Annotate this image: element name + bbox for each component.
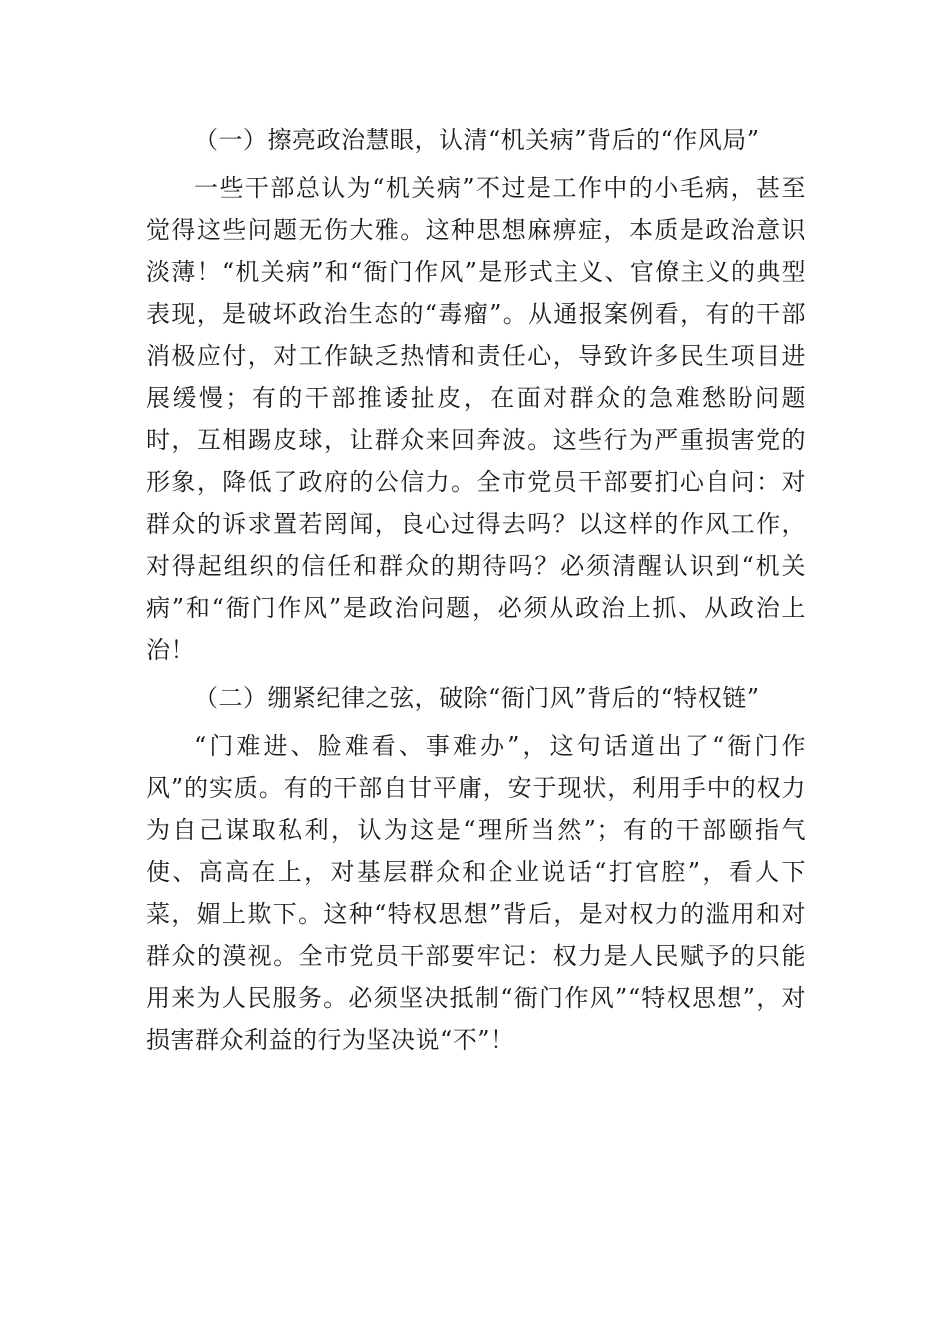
section-1-heading: （一）擦亮政治慧眼，认清“机关病”背后的“作风局” [194,126,760,154]
section-2-body: “门难进、脸难看、事难办”，这句话道出了“衙门作风”的实质。有的干部自甘平庸，安于现状，利用手中的权力为自己谋取私利，认为这是“理所当然”；有的干部颐指气使、高高在上，对基层群众和企业说话“打官腔”，看人下菜，媚上欺下。这种“特权思想”背后，是对权力的滥用和对群众的漠视。全市党员干部要牢记：权力是人民赋予的只能用来为人民服务。必须坚决抵制“衙门作风”“特权思想”，对损害群众利益的行为坚决说“不”！ [146,732,806,1054]
section-1-body: 一些干部总认为“机关病”不过是工作中的小毛病，甚至觉得这些问题无伤大雅。这种思想麻痹症，本质是政治意识淡薄！“机关病”和“衙门作风”是形式主义、官僚主义的典型表现，是破坏政治生态的“毒瘤”。从通报案例看，有的干部消极应付，对工作缺乏热情和责任心，导致许多民生项目进展缓慢；有的干部推诿扯皮，在面对群众的急难愁盼问题时，互相踢皮球，让群众来回奔波。这些行为严重损害党的形象，降低了政府的公信力。全市党员干部要扪心自问：对群众的诉求置若罔闻，良心过得去吗？以这样的作风工作，对得起组织的信任和群众的期待吗？必须清醒认识到“机关病”和“衙门作风”是政治问题，必须从政治上抓、从政治上治！ [146,174,806,664]
section-2-heading: （二）绷紧纪律之弦，破除“衙门风”背后的“特权链” [194,684,760,712]
document-body [146,119,806,1061]
